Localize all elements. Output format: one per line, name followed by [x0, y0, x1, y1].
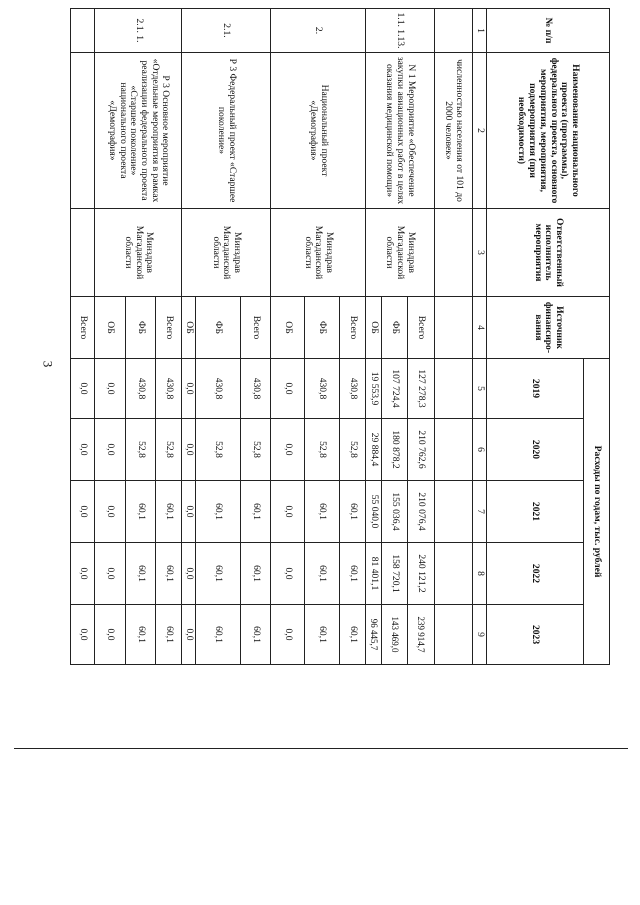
value-cell: 0,0: [182, 419, 196, 481]
source-cell: ФБ: [382, 297, 408, 359]
header-name: Наименование национального проекта (программы), федерального проекта, основного мероприятия, мероприятия, подмероприятия (при необходимости): [486, 53, 609, 209]
year-2021: 2021: [486, 481, 583, 543]
source-cell: Всего: [155, 297, 181, 359]
value-cell: 210 076,4: [408, 481, 434, 543]
table-cell: [434, 419, 472, 481]
value-cell: 60,1: [305, 543, 339, 605]
row-executor: Минздрав Магаданской области: [95, 209, 182, 297]
value-cell: 0,0: [182, 481, 196, 543]
value-cell: 96 445,7: [365, 605, 381, 665]
source-cell: ОБ: [271, 297, 305, 359]
table-cell: [71, 53, 95, 209]
table-row: [339, 9, 365, 665]
value-cell: 0,0: [182, 359, 196, 419]
row-title: Национальный проект «Демография»: [271, 53, 366, 209]
value-cell: 107 724,4: [382, 359, 408, 419]
year-2020: 2020: [486, 419, 583, 481]
row-executor: Минздрав Магаданской области: [182, 209, 271, 297]
value-cell: 60,1: [339, 481, 365, 543]
value-cell: 81 401,1: [365, 543, 381, 605]
value-cell: 0,0: [182, 543, 196, 605]
value-cell: 430,8: [305, 359, 339, 419]
table-row: [408, 9, 434, 665]
value-cell: 52,8: [125, 419, 155, 481]
value-cell: 0,0: [71, 419, 95, 481]
source-cell: Всего: [339, 297, 365, 359]
value-cell: 239 914,7: [408, 605, 434, 665]
row-title: Р 3 Федеральный проект «Старшее поколение»: [182, 53, 271, 209]
value-cell: 0,0: [95, 481, 125, 543]
value-cell: 0,0: [95, 605, 125, 665]
value-cell: 0,0: [71, 481, 95, 543]
table-row: [71, 9, 95, 665]
value-cell: 19 553,9: [365, 359, 381, 419]
table-cell: [434, 605, 472, 665]
value-cell: 0,0: [95, 543, 125, 605]
table-cell: [434, 359, 472, 419]
source-cell: ОБ: [182, 297, 196, 359]
row-executor: Минздрав Магаданской области: [365, 209, 434, 297]
index-cell: 8: [472, 543, 486, 605]
value-cell: 430,8: [339, 359, 365, 419]
value-cell: 158 720,1: [382, 543, 408, 605]
value-cell: 29 884,4: [365, 419, 381, 481]
value-cell: 60,1: [125, 543, 155, 605]
footer-divider: [14, 748, 628, 749]
value-cell: 0,0: [95, 419, 125, 481]
value-cell: 60,1: [240, 481, 270, 543]
value-cell: 430,8: [155, 359, 181, 419]
value-cell: 0,0: [271, 605, 305, 665]
table-cell: [434, 209, 472, 297]
index-cell: 2: [472, 53, 486, 209]
index-cell: 4: [472, 297, 486, 359]
value-cell: 430,8: [196, 359, 240, 419]
value-cell: 0,0: [95, 359, 125, 419]
document-table-area: [70, 8, 610, 664]
row-executor: Минздрав Магаданской области: [271, 209, 366, 297]
row-number: 1.1. 1.13.: [365, 9, 434, 53]
table-cell: [434, 9, 472, 53]
value-cell: 180 878,2: [382, 419, 408, 481]
value-cell: 0,0: [182, 605, 196, 665]
header-source: Источник финансиро-вания: [486, 297, 609, 359]
row-title: Р 3 Основное мероприятие «Отдельные мероприятия в рамках реализации федерального проекта «Старшее поколение» национального проекта «Демография»: [95, 53, 182, 209]
index-cell: 7: [472, 481, 486, 543]
value-cell: 0,0: [271, 419, 305, 481]
header-row: [583, 9, 609, 665]
source-cell: Всего: [408, 297, 434, 359]
table-row: [240, 9, 270, 665]
page-number: 3: [40, 360, 56, 368]
table-cell: [71, 9, 95, 53]
value-cell: 127 278,3: [408, 359, 434, 419]
value-cell: 143 469,0: [382, 605, 408, 665]
row-number: 2.1.: [182, 9, 271, 53]
row-number: 2.: [271, 9, 366, 53]
value-cell: 60,1: [196, 543, 240, 605]
table-row: [155, 9, 181, 665]
value-cell: 0,0: [71, 359, 95, 419]
table-cell: [434, 481, 472, 543]
value-cell: 60,1: [196, 481, 240, 543]
value-cell: 60,1: [155, 543, 181, 605]
header-expenses: Расходы по годам, тыс. рублей: [583, 359, 609, 665]
value-cell: 52,8: [196, 419, 240, 481]
source-cell: ФБ: [125, 297, 155, 359]
source-cell: ФБ: [305, 297, 339, 359]
value-cell: 60,1: [125, 605, 155, 665]
index-cell: 1: [472, 9, 486, 53]
value-cell: 60,1: [196, 605, 240, 665]
value-cell: 60,1: [155, 605, 181, 665]
index-cell: 3: [472, 209, 486, 297]
source-cell: ОБ: [365, 297, 381, 359]
value-cell: 60,1: [125, 481, 155, 543]
continuation-text: численностью населения от 101 до 2000 человек»: [434, 53, 472, 209]
value-cell: 52,8: [305, 419, 339, 481]
value-cell: 0,0: [271, 543, 305, 605]
index-cell: 9: [472, 605, 486, 665]
value-cell: 52,8: [155, 419, 181, 481]
row-number: 2.1. 1.: [95, 9, 182, 53]
value-cell: 0,0: [271, 481, 305, 543]
header-executor: Ответственный исполнитель мероприятия: [486, 209, 609, 297]
index-cell: 6: [472, 419, 486, 481]
value-cell: 52,8: [339, 419, 365, 481]
value-cell: 430,8: [125, 359, 155, 419]
value-cell: 0,0: [71, 543, 95, 605]
expenses-table: [70, 8, 610, 665]
rotated-table-container: [70, 8, 610, 664]
index-cell: 5: [472, 359, 486, 419]
value-cell: 60,1: [339, 605, 365, 665]
header-num: № п/п: [486, 9, 609, 53]
table-cell: [434, 297, 472, 359]
value-cell: 60,1: [240, 605, 270, 665]
source-cell: ФБ: [196, 297, 240, 359]
continuation-row: [434, 9, 472, 665]
value-cell: 0,0: [271, 359, 305, 419]
value-cell: 0,0: [71, 605, 95, 665]
row-title: N 1 Мероприятие «Обеспечение закупки авиационных работ в целях оказания медицинской помощи»: [365, 53, 434, 209]
value-cell: 60,1: [305, 481, 339, 543]
year-2022: 2022: [486, 543, 583, 605]
value-cell: 430,8: [240, 359, 270, 419]
source-cell: Всего: [71, 297, 95, 359]
value-cell: 55 040,0: [365, 481, 381, 543]
year-2023: 2023: [486, 605, 583, 665]
value-cell: 60,1: [240, 543, 270, 605]
source-cell: ОБ: [95, 297, 125, 359]
value-cell: 240 121,2: [408, 543, 434, 605]
value-cell: 52,8: [240, 419, 270, 481]
source-cell: Всего: [240, 297, 270, 359]
value-cell: 60,1: [305, 605, 339, 665]
index-row: [472, 9, 486, 665]
table-cell: [434, 543, 472, 605]
year-2019: 2019: [486, 359, 583, 419]
value-cell: 60,1: [155, 481, 181, 543]
value-cell: 155 036,4: [382, 481, 408, 543]
table-cell: [71, 209, 95, 297]
value-cell: 60,1: [339, 543, 365, 605]
value-cell: 210 762,6: [408, 419, 434, 481]
